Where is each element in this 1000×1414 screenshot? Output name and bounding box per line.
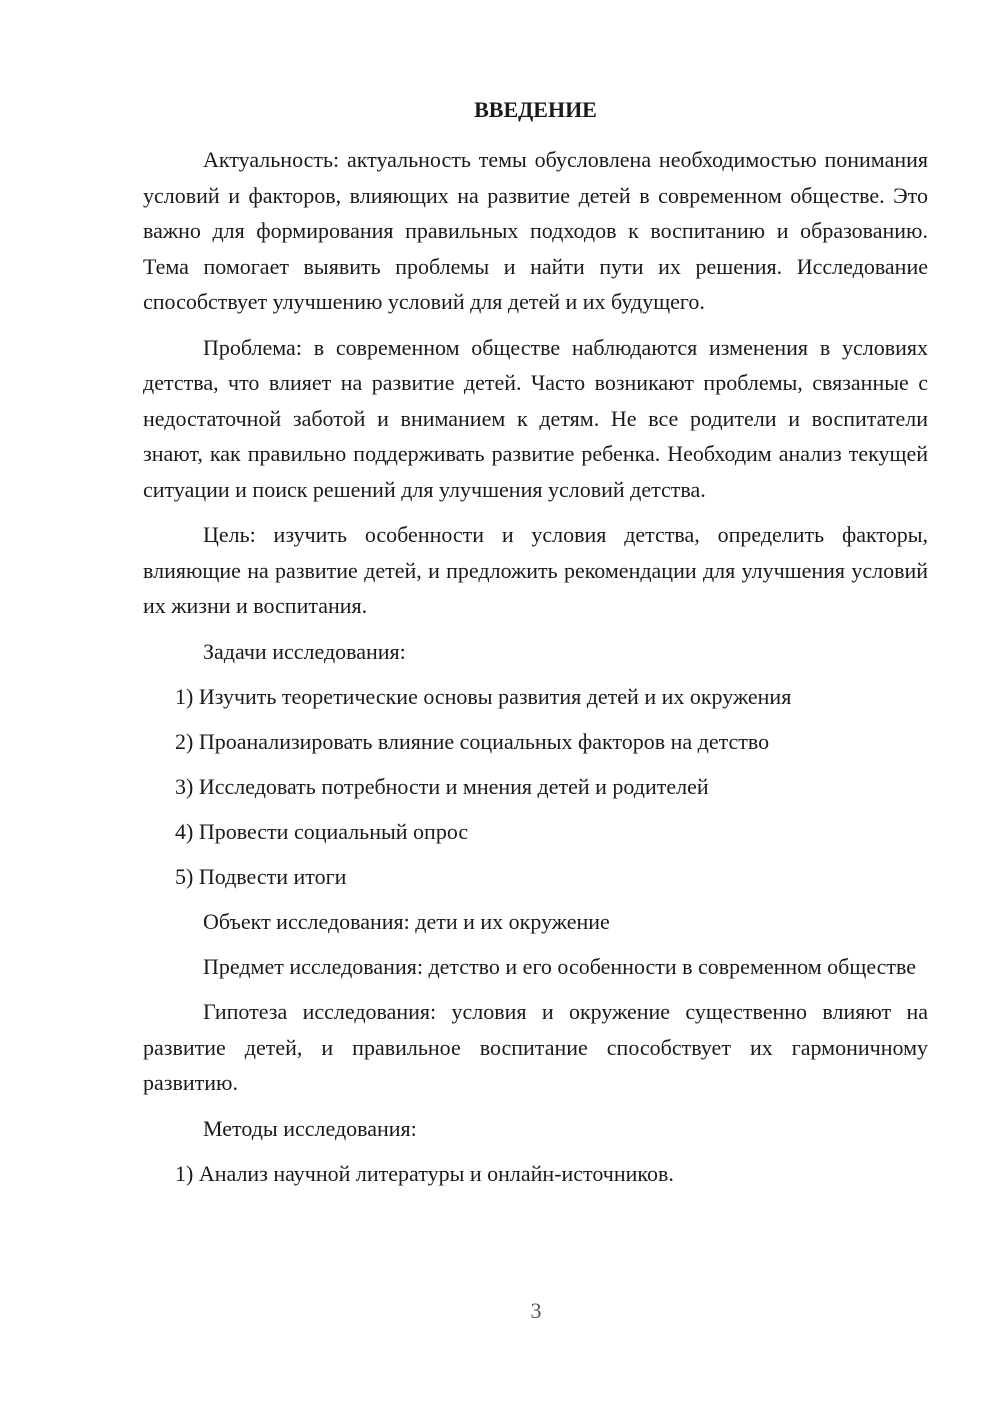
relevance-paragraph: Актуальность: актуальность темы обусловлена необходимостью понимания условий и факторов, влияющих на развитие детей в современном обществе. Это важно для формирования правильных подходов к воспитанию и образованию. Тема помогает выявить проблемы и найти пути их решения. Исследование способствует улучшению условий для детей и их будущего. [143,147,928,314]
list-item: 1) Изучить теоретические основы развития детей и их окружения [175,683,792,709]
page-number: 3 [530,1298,542,1323]
list-item: 3) Исследовать потребности и мнения детей и родителей [175,773,709,799]
list-item: 4) Провести социальный опрос [175,818,469,844]
goal-paragraph: Цель: изучить особенности и условия детства, определить факторы, влияющие на развитие детей, и предложить рекомендации для улучшения условий их жизни и воспитания. [143,522,928,618]
object-line: Объект исследования: дети и их окружение [203,908,610,934]
list-item: 5) Подвести итоги [175,863,347,889]
section-title: ВВЕДЕНИЕ [474,97,597,122]
list-item: 1) Анализ научной литературы и онлайн-источников. [175,1160,674,1186]
list-item: 2) Проанализировать влияние социальных факторов на детство [175,728,770,754]
methods-heading: Методы исследования: [203,1115,417,1141]
hypothesis-paragraph: Гипотеза исследования: условия и окружение существенно влияют на развитие детей, и правильное воспитание способствует их гармоничному развитию. [143,999,928,1095]
tasks-heading: Задачи исследования: [203,638,406,664]
subject-paragraph: Предмет исследования: детство и его особенности в современном обществе [203,953,917,979]
tasks-list [143,679,928,894]
document-body [143,96,928,1201]
problem-paragraph: Проблема: в современном обществе наблюдаются изменения в условиях детства, что влияет на развитие детей. Часто возникают проблемы, связанные с недостаточной заботой и вниманием к детям. Не все родители и воспитатели знают, как правильно поддерживать развитие ребенка. Необходим анализ текущей ситуации и поиск решений для улучшения условий детства. [143,334,928,502]
methods-list [143,1156,928,1191]
